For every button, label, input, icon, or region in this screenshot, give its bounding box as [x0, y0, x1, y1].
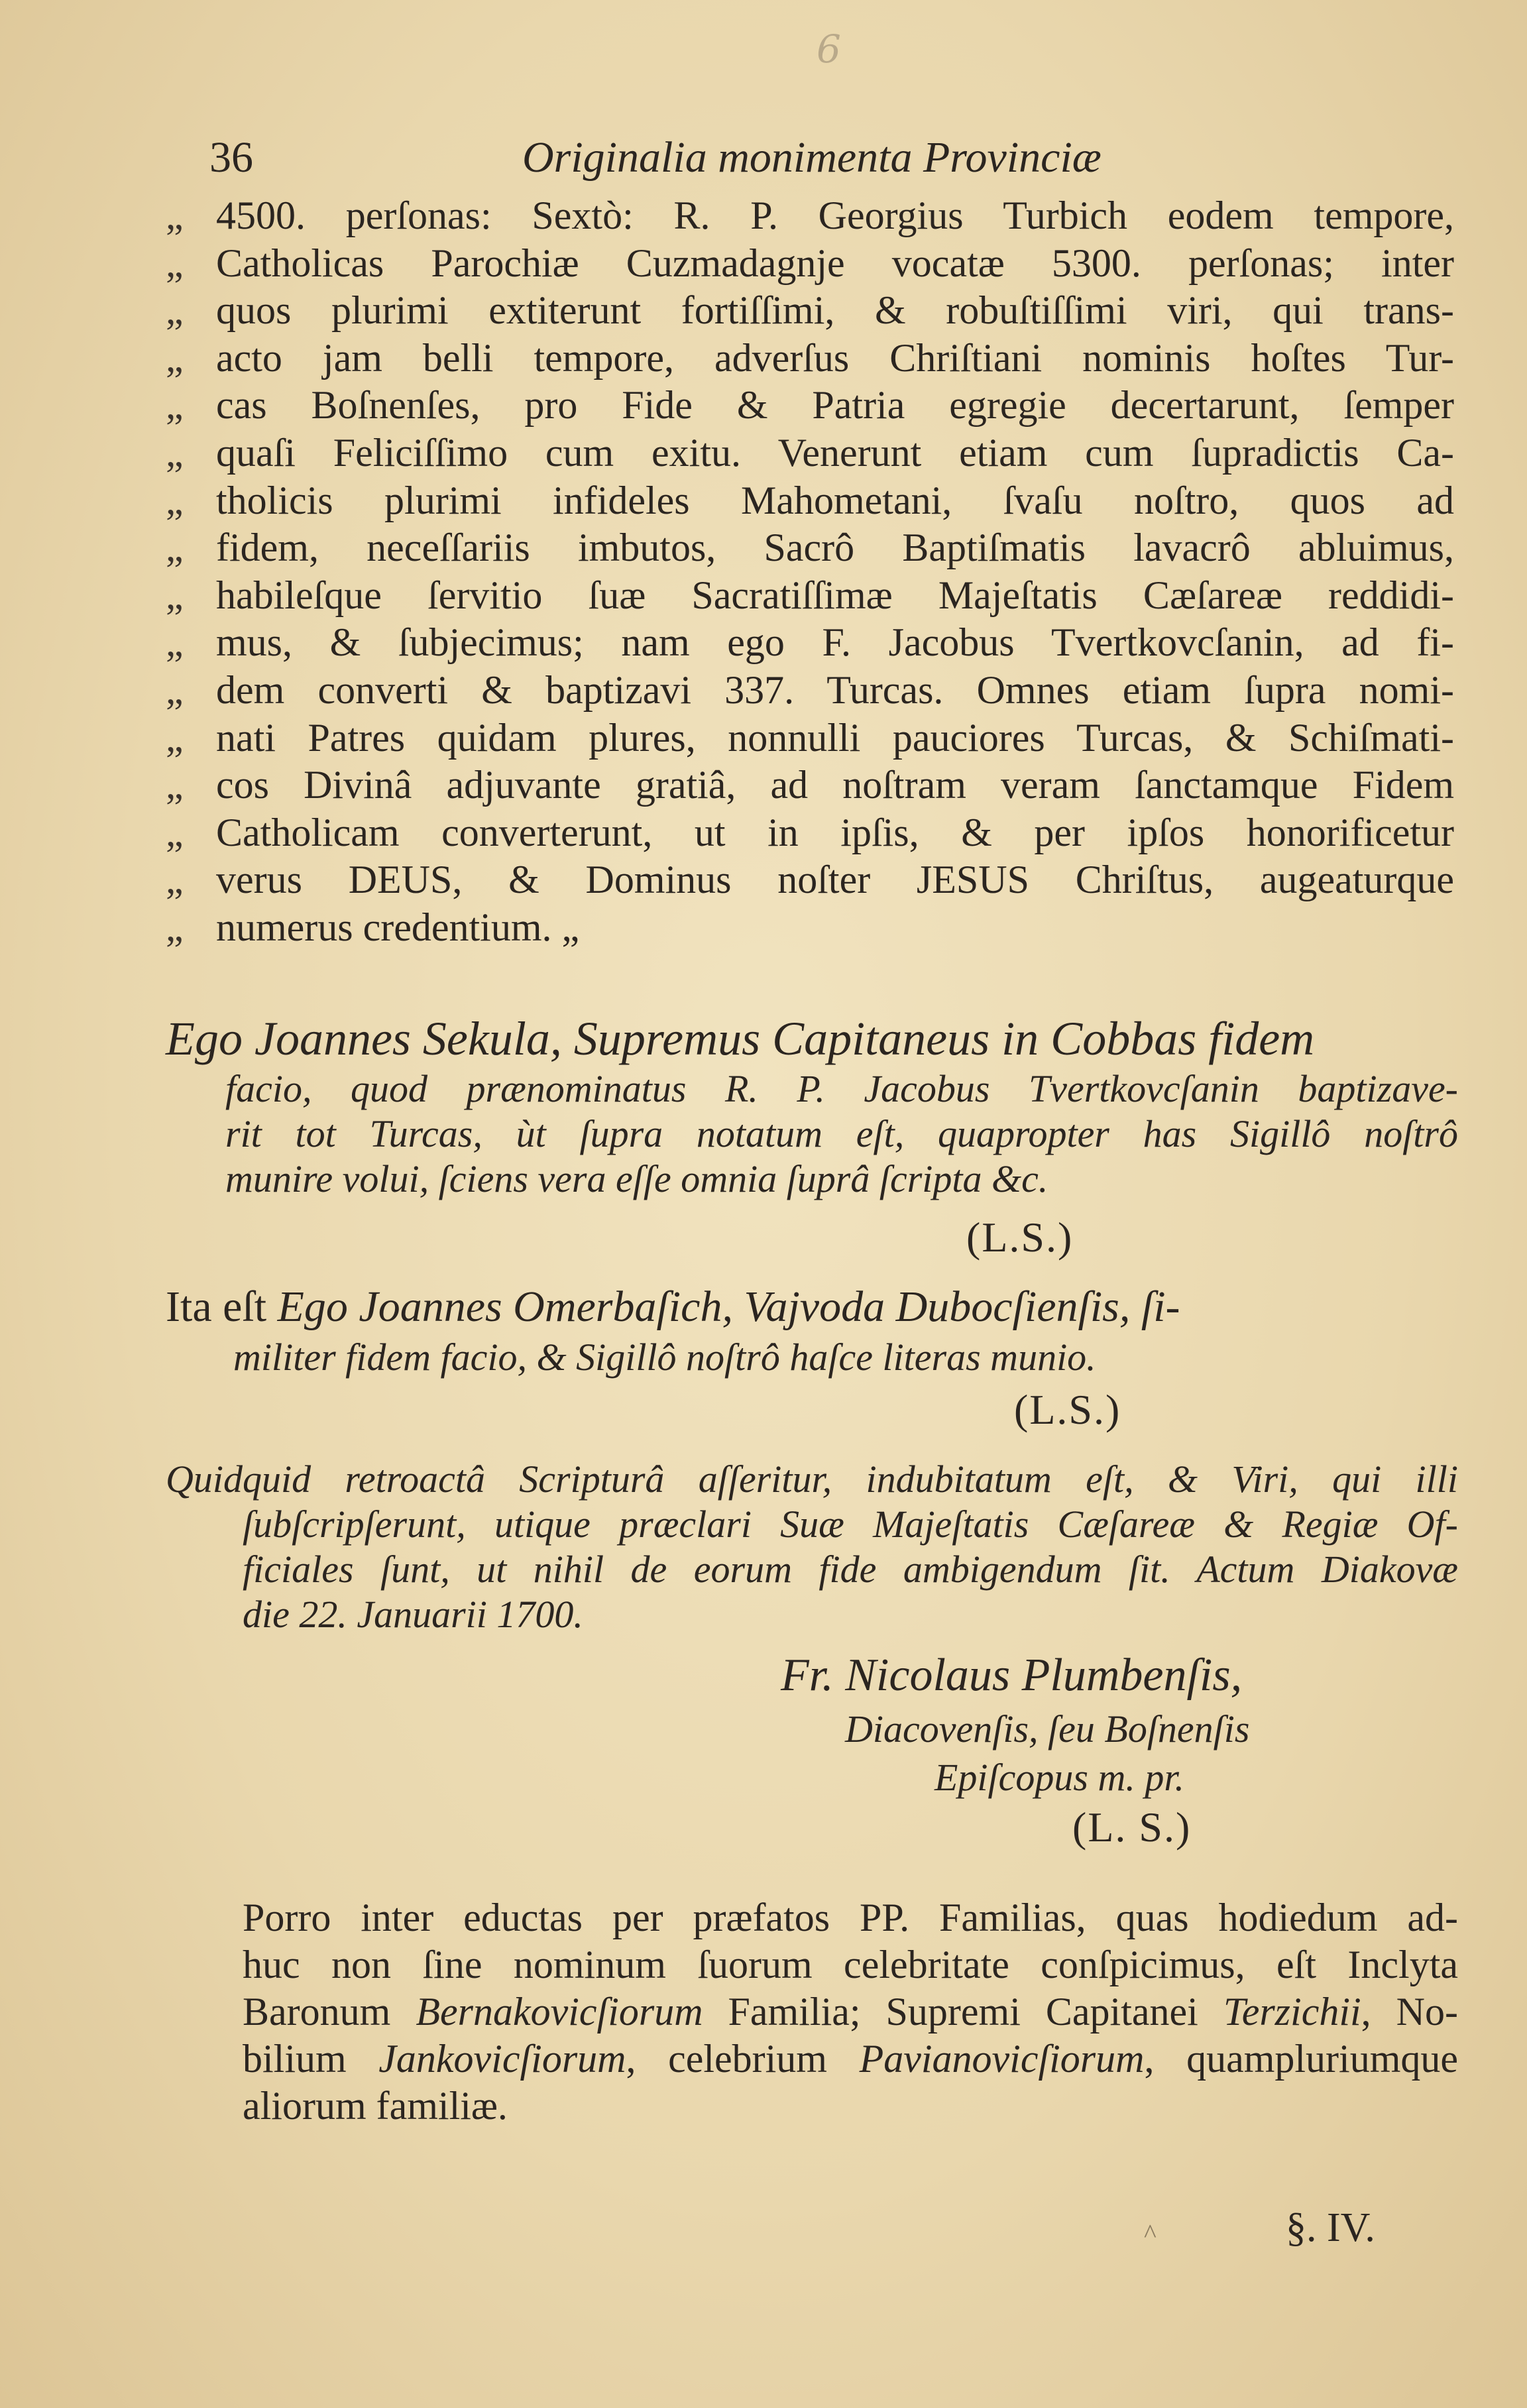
quote-mark: „	[166, 620, 184, 665]
paragraph-text: , quampluriumque	[1144, 2037, 1458, 2081]
certificate-sekula-line: rit tot Turcas, ùt ſupra notatum eſt, quapropter has Sigillô noſtrô	[225, 1112, 1458, 1155]
quote-line	[166, 524, 1458, 572]
bishop-declaration	[166, 1457, 1458, 1637]
quote-line	[166, 667, 1458, 715]
quote-line	[166, 240, 1458, 288]
quote-line-text: quaſi Feliciſſimo cum exitu. Venerunt etiam cum ſupradictis Ca-	[216, 430, 1454, 475]
quote-mark: „	[166, 288, 184, 333]
declaration-line: ficiales ſunt, ut nihil de eorum fide ambigendum ſit. Actum Diakovæ	[243, 1548, 1458, 1591]
quote-line	[166, 904, 1458, 952]
signature-name: Fr. Nicolaus Plumbenſis,	[781, 1650, 1243, 1701]
quote-line	[166, 287, 1458, 335]
quote-line	[166, 809, 1458, 857]
quote-line-text: quos plurimi extiterunt fortiſſimi, & robuſtiſſimi viri, qui trans-	[216, 288, 1454, 333]
quote-line-text: 4500. perſonas: Sextò: R. P. Georgius Turbich eodem tempore,	[216, 194, 1454, 237]
quote-line	[166, 856, 1458, 904]
running-head: Originalia monimenta Provinciæ	[522, 133, 1102, 182]
quote-mark: „	[166, 905, 184, 949]
quote-mark: „	[166, 573, 184, 617]
quote-mark: „	[166, 715, 184, 760]
quote-line-text: tholicis plurimi infideles Mahometani, ſvaſu noſtro, quos ad	[216, 478, 1454, 522]
quote-line-text: acto jam belli tempore, adverſus Chriſtiani nominis hoſtes Tur-	[216, 335, 1454, 380]
family-name: Terzichii	[1223, 1990, 1361, 2034]
quote-mark: „	[166, 526, 184, 570]
quote-line-text: numerus credentium. „	[216, 905, 580, 949]
paragraph-text: Baronum	[243, 1990, 416, 2034]
paragraph-line	[243, 1941, 1458, 1988]
quote-mark: „	[166, 667, 184, 712]
certificate-omerbasich-line: militer fidem facio, & Sigillô noſtrô haſce literas munio.	[233, 1336, 1096, 1379]
family-name: Jankovicſiorum	[378, 2037, 626, 2081]
quote-mark: „	[166, 763, 184, 807]
seal-mark-2: (L.S.)	[1014, 1386, 1121, 1433]
paragraph-line	[243, 2083, 1458, 2130]
families-paragraph	[243, 1894, 1458, 2130]
declaration-line: ſubſcripſerunt, utique præclari Suæ Majeſtatis Cæſareæ & Regiæ Of-	[243, 1503, 1458, 1546]
quote-line-text: verus DEUS, & Dominus noſter JESUS Chriſtus, augeaturque	[216, 858, 1454, 902]
paragraph-line	[243, 2035, 1458, 2083]
seal-mark-1: (L.S.)	[966, 1214, 1074, 1261]
section-catchword: §. IV.	[1286, 2205, 1375, 2250]
quote-line-text: nati Patres quidam plures, nonnulli pauciores Turcas, & Schiſmati-	[216, 715, 1454, 760]
quote-line	[166, 430, 1458, 477]
omerbasich-statement: Ego Joannes Omerbaſich, Vajvoda Dubocſienſis, ſi-	[277, 1283, 1180, 1331]
declaration-line: die 22. Januarii 1700.	[243, 1593, 583, 1636]
declaration-line: Quidquid retroactâ Scripturâ aſſeritur, indubitatum eſt, & Viri, qui illi	[166, 1458, 1458, 1501]
signature-title-2: Epiſcopus m. pr.	[934, 1756, 1184, 1799]
quote-mark: „	[166, 858, 184, 902]
paragraph-text: Familia; Supremi Capitanei	[703, 1990, 1223, 2034]
certificate-omerbasich	[166, 1279, 1458, 1380]
quote-line-text: Catholicas Parochiæ Cuzmadagnje vocatæ 5300. perſonas; inter	[216, 241, 1454, 285]
family-name: Pavianovicſiorum	[859, 2037, 1145, 2081]
quote-line-text: fidem, neceſſariis imbutos, Sacrô Baptiſmatis lavacrô abluimus,	[216, 526, 1454, 570]
quote-line	[166, 477, 1458, 525]
quote-line	[166, 192, 1458, 240]
quote-line	[166, 762, 1458, 809]
paragraph-text: Porro inter eductas per præfatos PP. Familias, quas hodiedum ad-	[243, 1896, 1458, 1939]
pencil-caret-mark: ^	[1144, 2218, 1157, 2248]
certificate-sekula-line: munire volui, ſciens vera eſſe omnia ſuprâ ſcripta &c.	[225, 1157, 1048, 1200]
certificate-sekula-line: facio, quod prænominatus R. P. Jacobus Tvertkovcſanin baptizave-	[225, 1067, 1458, 1110]
quote-line-text: Catholicam converterunt, ut in ipſis, & per ipſos honorificetur	[216, 810, 1454, 854]
quote-line-text: dem converti & baptizavi 337. Turcas. Omnes etiam ſupra nomi-	[216, 667, 1454, 712]
paragraph-line	[243, 1894, 1458, 1941]
family-name: Bernakovicſiorum	[416, 1990, 703, 2034]
quote-mark: „	[166, 478, 184, 522]
pencil-page-mark: 6	[817, 27, 841, 72]
quote-mark: „	[166, 383, 184, 428]
quote-mark: „	[166, 335, 184, 380]
quote-line-text: cos Divinâ adjuvante gratiâ, ad noſtram veram ſanctamque Fidem	[216, 763, 1454, 807]
paragraph-text: , celebrium	[626, 2037, 860, 2081]
quote-mark: „	[166, 430, 184, 475]
quote-line-text: cas Boſnenſes, pro Fide & Patria egregie decertarunt, ſemper	[216, 383, 1454, 428]
quote-mark: „	[166, 241, 184, 285]
quoted-report	[166, 192, 1458, 952]
quote-line	[166, 715, 1458, 762]
paragraph-text: bilium	[243, 2037, 379, 2081]
quote-mark: „	[166, 194, 184, 237]
paragraph-text: aliorum familiæ.	[243, 2084, 508, 2128]
certificate-omerbasich-opening	[166, 1279, 1458, 1335]
certificate-sekula	[166, 1011, 1458, 1202]
page-header	[209, 133, 1469, 199]
quote-line	[166, 335, 1458, 382]
quote-line-text: habileſque ſervitio ſuæ Sacratiſſimæ Majeſtatis Cæſareæ reddidi-	[216, 573, 1454, 617]
paragraph-line	[243, 1988, 1458, 2035]
ita-est-lead: Ita eſt	[166, 1283, 267, 1331]
quote-mark: „	[166, 810, 184, 854]
paragraph-text: huc non ſine nominum ſuorum celebritate conſpicimus, eſt Inclyta	[243, 1943, 1458, 1986]
paragraph-text: , No-	[1361, 1990, 1458, 2034]
quote-line-text: mus, & ſubjecimus; nam ego F. Jacobus Tvertkovcſanin, ad fi-	[216, 620, 1454, 665]
signature-title-1: Diacovenſis, ſeu Boſnenſis	[845, 1707, 1250, 1750]
quote-line	[166, 619, 1458, 667]
quote-line	[166, 572, 1458, 620]
certificate-sekula-opening: Ego Joannes Sekula, Supremus Capitaneus in Cobbas fidem	[166, 1012, 1315, 1065]
seal-mark-3: (L. S.)	[1072, 1804, 1192, 1851]
page-number: 36	[209, 133, 253, 182]
quote-line	[166, 382, 1458, 430]
